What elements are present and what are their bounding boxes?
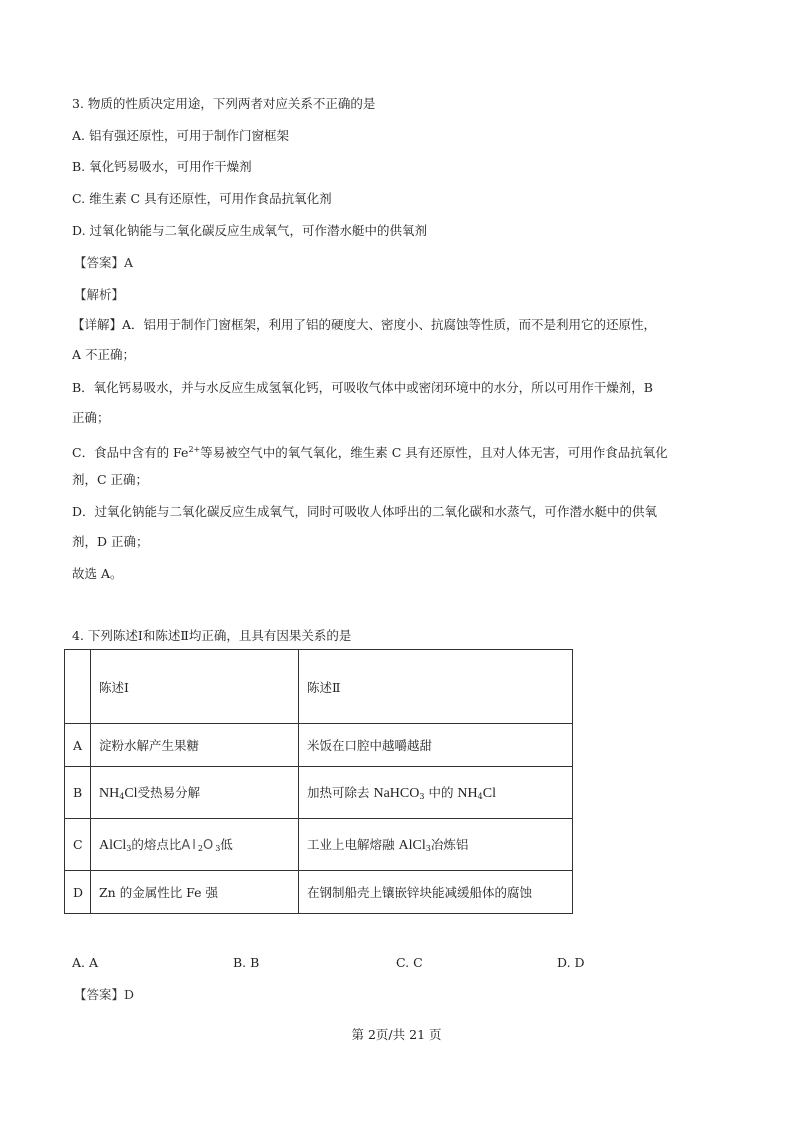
q4-header-blank — [65, 650, 91, 724]
q4-row-b-s1-text: 受热易分解 — [137, 785, 201, 800]
q3-detail-line-1: 【详解】A．铝用于制作门窗框架，利用了铝的硬度大、密度小、抗腐蚀等性质，而不是利用它的还原性， — [72, 317, 657, 332]
al2o3-subscript-3: 3 — [215, 844, 221, 853]
nh4cl-formula-tail: Cl — [124, 786, 138, 801]
q3-detail-line-8: 剂，D 正确； — [72, 534, 149, 549]
q4-choices — [72, 953, 632, 973]
q4-stem: 4. 下列陈述Ⅰ和陈述Ⅱ均正确，且具有因果关系的是 — [72, 628, 352, 643]
q4-row-c-label: C — [65, 819, 91, 871]
q3-detail-line-7: D．过氧化钠能与二氧化碳反应生成氧气，同时可吸收人体呼出的二氧化碳和水蒸气，可作潜水艇中的供氧 — [72, 504, 658, 519]
nh4cl2-formula-tail: Cl — [482, 786, 496, 801]
al2o3-subscript-2: 2 — [197, 844, 203, 853]
q4-row-d-statement-2: 在钢制船壳上镶嵌锌块能减缓船体的腐蚀 — [299, 871, 573, 914]
q3-analysis-label: 【解析】 — [74, 287, 125, 302]
q4-row-c-statement-2 — [299, 819, 573, 871]
q4-row-d-label: D — [65, 871, 91, 914]
q3-detail-line-5 — [72, 440, 668, 463]
q4-row-d-statement-1: Zn 的金属性比 Fe 强 — [91, 871, 299, 914]
q4-choice-c: C. C — [396, 955, 423, 970]
q4-table-row-a — [65, 724, 573, 767]
q3-detail-line-6: 剂，C 正确； — [72, 472, 149, 487]
q3-answer: 【答案】A — [74, 255, 134, 270]
q3-detail-fe-rest: 等易被空气中的氧气氧化，维生素 C 具有还原性，且对人体无害，可用作食品抗氧化 — [200, 445, 668, 460]
q4-row-c-s2-text-a: 工业上电解熔融 — [307, 837, 399, 852]
q4-row-c-s1-tail: 低 — [220, 837, 233, 852]
q4-row-b-statement-2 — [299, 767, 573, 819]
q3-detail-line-3: B．氧化钙易吸水，并与水反应生成氢氧化钙，可吸收气体中或密闭环境中的水分，所以可用作干燥剂，B — [72, 380, 653, 395]
q4-row-b-s2-text-a: 加热可除去 — [307, 785, 374, 800]
q4-row-a-label: A — [65, 724, 91, 767]
alcl3-2-subscript: 3 — [425, 844, 431, 853]
nh4cl2-subscript: 4 — [477, 792, 483, 801]
q4-row-a-statement-2: 米饭在口腔中越嚼越甜 — [299, 724, 573, 767]
q3-stem: 3. 物质的性质决定用途，下列两者对应关系不正确的是 — [72, 96, 376, 111]
alcl3-subscript: 3 — [126, 844, 132, 853]
q3-detail-line-2: A 不正确； — [72, 347, 136, 362]
q4-table-row-c — [65, 819, 573, 871]
q4-header-statement-1: 陈述Ⅰ — [91, 650, 299, 724]
q4-row-b-s2-text-c: 中的 — [424, 785, 458, 800]
q3-detail-fe-charge: 2+ — [188, 445, 201, 454]
nahco3-subscript: 3 — [419, 792, 425, 801]
nh4cl-subscript: 4 — [119, 792, 125, 801]
q4-row-c-s1-text: 的熔点比 — [131, 837, 182, 852]
q4-table-row-b — [65, 767, 573, 819]
q3-option-d: D. 过氧化钠能与二氧化碳反应生成氧气，可作潜水艇中的供氧剂 — [72, 223, 428, 238]
q4-table-row-d — [65, 871, 573, 914]
q4-header-statement-2: 陈述Ⅱ — [299, 650, 573, 724]
q4-choice-d: D. D — [557, 955, 585, 970]
q4-table-header-row — [65, 650, 573, 724]
al2o3-formula-part: Al — [181, 838, 198, 853]
alcl3-2-formula-part: AlCl — [398, 838, 426, 853]
q4-row-b-label: B — [65, 767, 91, 819]
al2o3-formula-o: O — [202, 838, 216, 853]
q3-option-c: C. 维生素 C 具有还原性，可用作食品抗氧化剂 — [72, 191, 332, 206]
q3-option-b: B. 氧化钙易吸水，可用作干燥剂 — [72, 159, 252, 174]
alcl3-formula-part: AlCl — [99, 838, 127, 853]
nh4cl-formula-part: NH — [99, 786, 120, 801]
q4-choice-a: A. A — [72, 955, 99, 970]
q4-row-c-statement-1 — [91, 819, 299, 871]
q4-row-c-s2-text-c: 冶炼铝 — [430, 837, 469, 852]
q3-option-a: A. 铝有强还原性，可用于制作门窗框架 — [72, 128, 289, 143]
q4-row-b-statement-1 — [91, 767, 299, 819]
q3-detail-line-9: 故选 A。 — [72, 566, 123, 581]
nahco3-formula-part: NaHCO — [373, 786, 420, 801]
q4-answer: 【答案】D — [74, 987, 135, 1002]
q4-choice-b: B. B — [233, 955, 260, 970]
q3-detail-fe-text: C．食品中含有的 Fe — [72, 445, 189, 460]
q4-table — [64, 649, 573, 914]
page-footer: 第 2页/共 21 页 — [351, 1027, 442, 1042]
q4-row-a-statement-1: 淀粉水解产生果糖 — [91, 724, 299, 767]
nh4cl2-formula-part: NH — [457, 786, 478, 801]
q3-detail-line-4: 正确； — [72, 410, 110, 425]
